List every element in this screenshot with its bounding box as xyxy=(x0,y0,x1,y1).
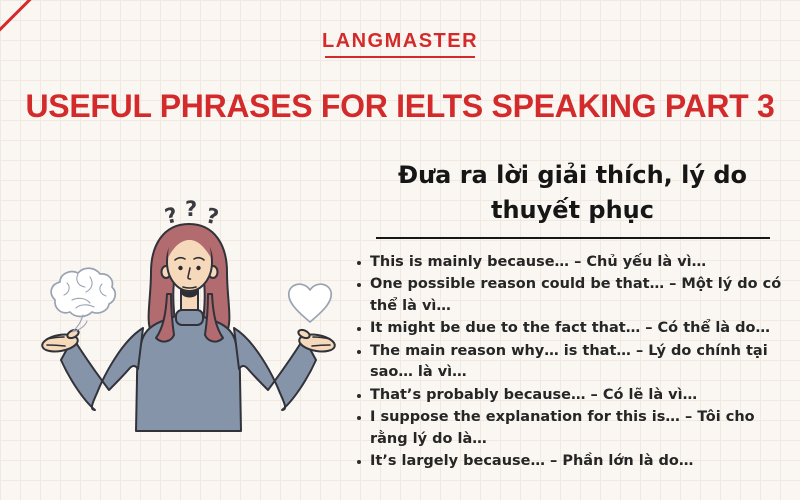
phrase-text: The main reason why… is that… – Lý do chính tại sao… là vì… xyxy=(370,342,768,381)
bullet-dot xyxy=(357,460,361,464)
phrase-text: I suppose the explanation for this is… – Tôi cho rằng lý do là… xyxy=(370,409,755,447)
content-panel xyxy=(350,158,795,474)
phrase-item xyxy=(354,341,795,384)
page-title: USEFUL PHRASES FOR IELTS SPEAKING PART 3 xyxy=(25,88,775,124)
phrase-item xyxy=(354,385,795,407)
svg-text:?: ? xyxy=(185,197,198,221)
heart-icon xyxy=(289,284,331,322)
bullet-dot xyxy=(357,261,361,265)
woman-illustration xyxy=(15,188,345,498)
illustration-svg xyxy=(15,188,345,498)
phrase-text: This is mainly because… – Chủ yếu là vì… xyxy=(370,253,707,270)
phrase-item xyxy=(354,274,795,317)
svg-text:?: ? xyxy=(203,203,221,230)
bullet-dot xyxy=(357,283,361,287)
phrase-item xyxy=(354,252,795,274)
bullet-dot xyxy=(357,394,361,398)
phrase-item xyxy=(354,407,795,450)
heading-divider xyxy=(376,237,770,239)
phrase-item xyxy=(354,318,795,340)
phrase-list xyxy=(350,252,795,473)
svg-text:?: ? xyxy=(162,202,181,229)
brand-logo: LANGMASTER xyxy=(321,30,479,52)
phrase-text: It’s largely because… – Phần lớn là do… xyxy=(370,453,694,470)
phrase-item xyxy=(354,451,795,473)
phrase-text: That’s probably because… – Có lẽ là vì… xyxy=(370,386,698,403)
logo-underline xyxy=(325,56,475,58)
brain-icon xyxy=(51,268,115,332)
phrase-text: One possible reason could be that… – Một lý do có thể là vì… xyxy=(370,276,782,314)
section-heading: Đưa ra lời giải thích, lý do thuyết phục xyxy=(397,161,748,224)
header xyxy=(0,30,800,58)
bullet-dot xyxy=(357,350,361,354)
bullet-dot xyxy=(357,327,361,331)
bullet-dot xyxy=(357,416,361,420)
phrase-text: It might be due to the fact that… – Có thể là do… xyxy=(370,320,770,337)
woman-figure xyxy=(41,224,336,431)
